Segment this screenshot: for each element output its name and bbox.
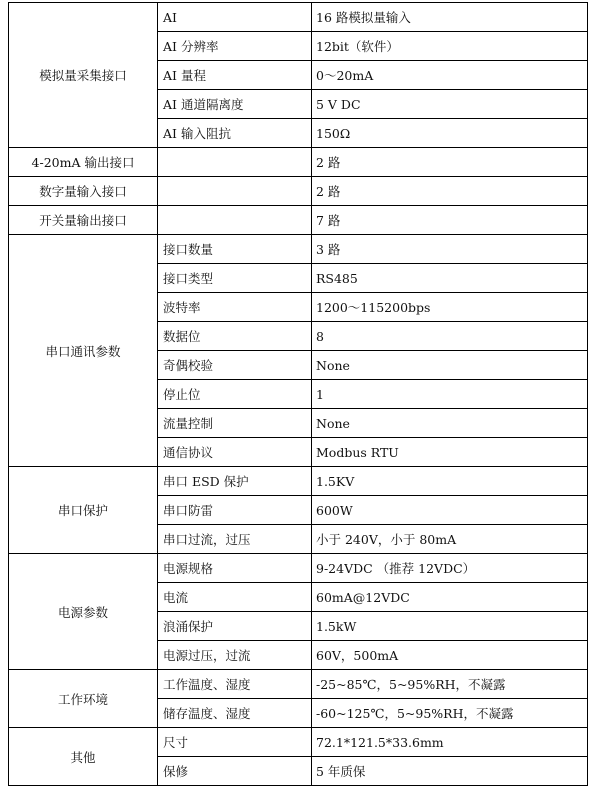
param-value: Modbus RTU: [312, 438, 588, 467]
param-value: -60~125℃，5~95%RH，不凝露: [312, 699, 588, 728]
param-name: 通信协议: [158, 438, 312, 467]
param-name: 电源过压，过流: [158, 641, 312, 670]
group-label: 串口通讯参数: [9, 235, 158, 467]
param-value: RS485: [312, 264, 588, 293]
param-name: AI 通道隔离度: [158, 90, 312, 119]
param-value: 12bit（软件）: [312, 32, 588, 61]
param-value: 0～20mA: [312, 61, 588, 90]
param-name: [158, 206, 312, 235]
param-name: 浪涌保护: [158, 612, 312, 641]
group-label: 模拟量采集接口: [9, 3, 158, 148]
param-value: 1: [312, 380, 588, 409]
group-label: 工作环境: [9, 670, 158, 728]
param-name: AI: [158, 3, 312, 32]
table-row: [9, 554, 588, 583]
table-row: [9, 206, 588, 235]
spec-table-body: [9, 3, 588, 786]
param-name: 接口数量: [158, 235, 312, 264]
table-row: [9, 235, 588, 264]
param-value: 5 年质保: [312, 757, 588, 786]
param-value: 600W: [312, 496, 588, 525]
table-row: [9, 148, 588, 177]
param-value: 60V，500mA: [312, 641, 588, 670]
table-row: [9, 728, 588, 757]
param-name: 电源规格: [158, 554, 312, 583]
param-name: [158, 148, 312, 177]
param-value: 1.5KV: [312, 467, 588, 496]
param-name: 串口过流，过压: [158, 525, 312, 554]
group-label: 开关量输出接口: [9, 206, 158, 235]
table-row: [9, 177, 588, 206]
group-label: 其他: [9, 728, 158, 786]
group-label: 串口保护: [9, 467, 158, 554]
param-name: 储存温度、湿度: [158, 699, 312, 728]
table-row: [9, 670, 588, 699]
param-name: 流量控制: [158, 409, 312, 438]
group-label: 4-20mA 输出接口: [9, 148, 158, 177]
param-name: 串口 ESD 保护: [158, 467, 312, 496]
param-name: 电流: [158, 583, 312, 612]
param-value: 9-24VDC （推荐 12VDC）: [312, 554, 588, 583]
param-value: 2 路: [312, 148, 588, 177]
param-name: 工作温度、湿度: [158, 670, 312, 699]
param-name: 接口类型: [158, 264, 312, 293]
group-label: 电源参数: [9, 554, 158, 670]
param-value: 5 V DC: [312, 90, 588, 119]
table-row: [9, 3, 588, 32]
param-value: 小于 240V，小于 80mA: [312, 525, 588, 554]
param-name: 串口防雷: [158, 496, 312, 525]
param-value: None: [312, 351, 588, 380]
param-value: 3 路: [312, 235, 588, 264]
param-value: 16 路模拟量输入: [312, 3, 588, 32]
param-name: AI 分辨率: [158, 32, 312, 61]
param-value: 72.1*121.5*33.6mm: [312, 728, 588, 757]
param-value: 60mA@12VDC: [312, 583, 588, 612]
param-name: AI 量程: [158, 61, 312, 90]
param-name: 保修: [158, 757, 312, 786]
param-value: 150Ω: [312, 119, 588, 148]
group-label: 数字量输入接口: [9, 177, 158, 206]
param-name: AI 输入阻抗: [158, 119, 312, 148]
param-name: 奇偶校验: [158, 351, 312, 380]
param-value: 2 路: [312, 177, 588, 206]
param-value: 1200～115200bps: [312, 293, 588, 322]
param-value: 7 路: [312, 206, 588, 235]
param-name: 数据位: [158, 322, 312, 351]
table-row: [9, 467, 588, 496]
param-value: -25~85℃，5~95%RH，不凝露: [312, 670, 588, 699]
spec-table: [8, 2, 588, 786]
param-value: 1.5kW: [312, 612, 588, 641]
param-value: 8: [312, 322, 588, 351]
param-name: [158, 177, 312, 206]
param-value: None: [312, 409, 588, 438]
param-name: 波特率: [158, 293, 312, 322]
param-name: 尺寸: [158, 728, 312, 757]
param-name: 停止位: [158, 380, 312, 409]
